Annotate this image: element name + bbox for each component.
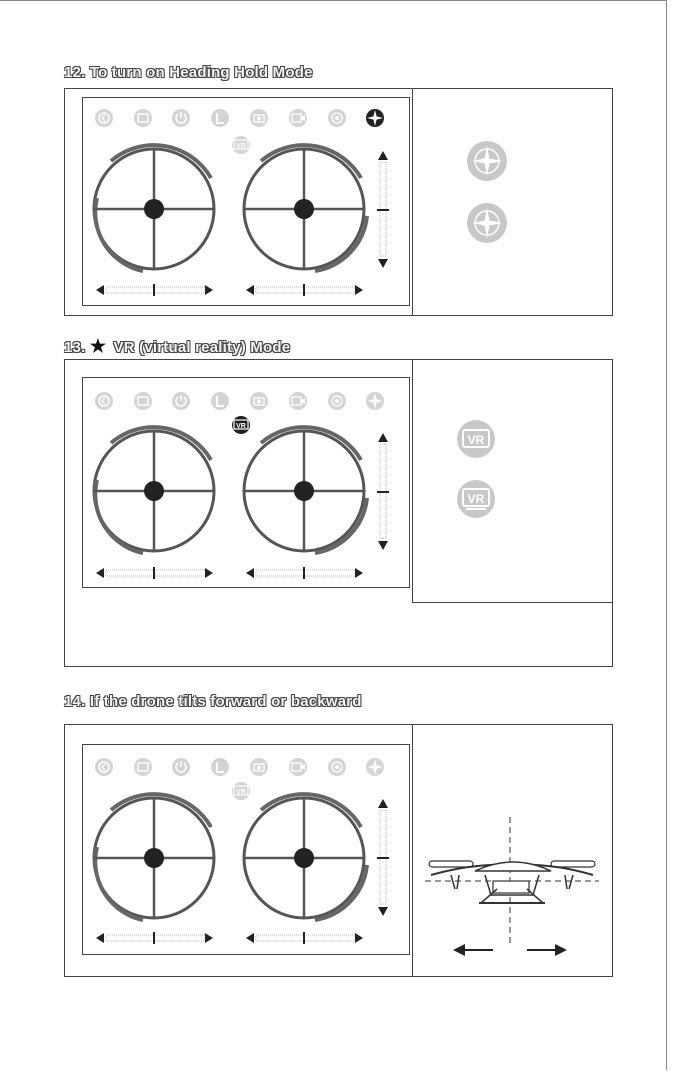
vr-icon — [457, 420, 495, 458]
power-icon[interactable] — [172, 758, 190, 776]
left-arrow-icon — [453, 944, 493, 956]
vr-on-icon-text: VR — [467, 492, 485, 506]
vr-badge[interactable] — [232, 782, 250, 800]
section-13-text: VR (virtual reality) Mode — [113, 339, 291, 356]
section-13-title — [64, 336, 290, 357]
vr-badge-text: VR — [236, 423, 246, 430]
controller-screen-13 — [82, 377, 410, 588]
right-joystick[interactable] — [244, 427, 367, 553]
toolbar-12 — [95, 109, 384, 127]
gyro-icon[interactable] — [328, 392, 346, 410]
tilt-illustration-svg — [413, 725, 614, 978]
controller-screen-14 — [82, 744, 410, 955]
right-trim-slider[interactable] — [246, 284, 363, 296]
section-12-number: 12. — [64, 64, 86, 81]
vr-icon-text: VR — [467, 433, 485, 447]
power-icon[interactable] — [172, 109, 190, 127]
trim-l-icon[interactable] — [211, 109, 229, 127]
video-icon[interactable] — [289, 392, 307, 410]
controller-svg-14 — [83, 745, 411, 956]
left-trim-slider[interactable] — [96, 932, 213, 944]
controller-screen-12 — [82, 97, 410, 306]
drone-side-view — [425, 817, 599, 943]
camera-icon[interactable] — [250, 758, 268, 776]
throttle-slider[interactable] — [377, 799, 389, 916]
section-13-number: 13. — [64, 339, 86, 356]
gyro-icon[interactable] — [328, 109, 346, 127]
right-trim-slider[interactable] — [246, 567, 363, 579]
gyro-icon[interactable] — [328, 758, 346, 776]
headless-icon[interactable] — [366, 109, 384, 127]
section-14-number: 14. — [64, 693, 86, 710]
toolbar-14 — [95, 758, 384, 776]
right-joystick[interactable] — [244, 145, 367, 271]
left-joystick[interactable] — [94, 145, 214, 271]
vr-side-panel — [412, 359, 613, 603]
tilt-side-panel — [412, 724, 613, 977]
vr-icons-svg — [413, 360, 614, 604]
section-12-title — [64, 64, 313, 81]
video-icon[interactable] — [289, 758, 307, 776]
heading-hold-side-panel — [412, 88, 613, 316]
vr-badge-text: VR — [236, 143, 246, 150]
vr-badge-text: VR — [236, 789, 246, 796]
vr-on-icon — [457, 480, 495, 518]
trim-l-icon[interactable] — [211, 758, 229, 776]
controller-svg-13 — [83, 378, 411, 589]
headless-inactive-icon — [467, 203, 507, 243]
heading-hold-icons-svg — [413, 89, 614, 317]
left-trim-slider[interactable] — [96, 284, 213, 296]
throttle-slider[interactable] — [377, 433, 389, 550]
controller-svg-12 — [83, 98, 411, 307]
back-icon[interactable] — [95, 109, 113, 127]
headless-active-icon — [467, 141, 507, 181]
trim-l-icon[interactable] — [211, 392, 229, 410]
throttle-slider[interactable] — [377, 151, 389, 268]
right-trim-slider[interactable] — [246, 932, 363, 944]
folder-icon[interactable] — [134, 392, 152, 410]
back-icon[interactable] — [95, 758, 113, 776]
section-14-text: If the drone tilts forward or backward — [89, 693, 362, 710]
camera-icon[interactable] — [250, 392, 268, 410]
left-trim-slider[interactable] — [96, 567, 213, 579]
star-icon: ★ — [89, 336, 107, 356]
folder-icon[interactable] — [134, 109, 152, 127]
section-12-text: To turn on Heading Hold Mode — [89, 64, 313, 81]
left-joystick[interactable] — [94, 794, 214, 920]
left-joystick[interactable] — [94, 427, 214, 553]
power-icon[interactable] — [172, 392, 190, 410]
right-arrow-icon — [527, 944, 567, 956]
folder-icon[interactable] — [134, 758, 152, 776]
camera-icon[interactable] — [250, 109, 268, 127]
vr-badge[interactable] — [232, 136, 250, 154]
video-icon[interactable] — [289, 109, 307, 127]
headless-icon[interactable] — [366, 758, 384, 776]
section-14-title — [64, 693, 362, 710]
vr-badge[interactable] — [232, 416, 250, 434]
right-joystick[interactable] — [244, 794, 367, 920]
headless-icon[interactable] — [366, 392, 384, 410]
toolbar-13 — [95, 392, 384, 410]
back-icon[interactable] — [95, 392, 113, 410]
